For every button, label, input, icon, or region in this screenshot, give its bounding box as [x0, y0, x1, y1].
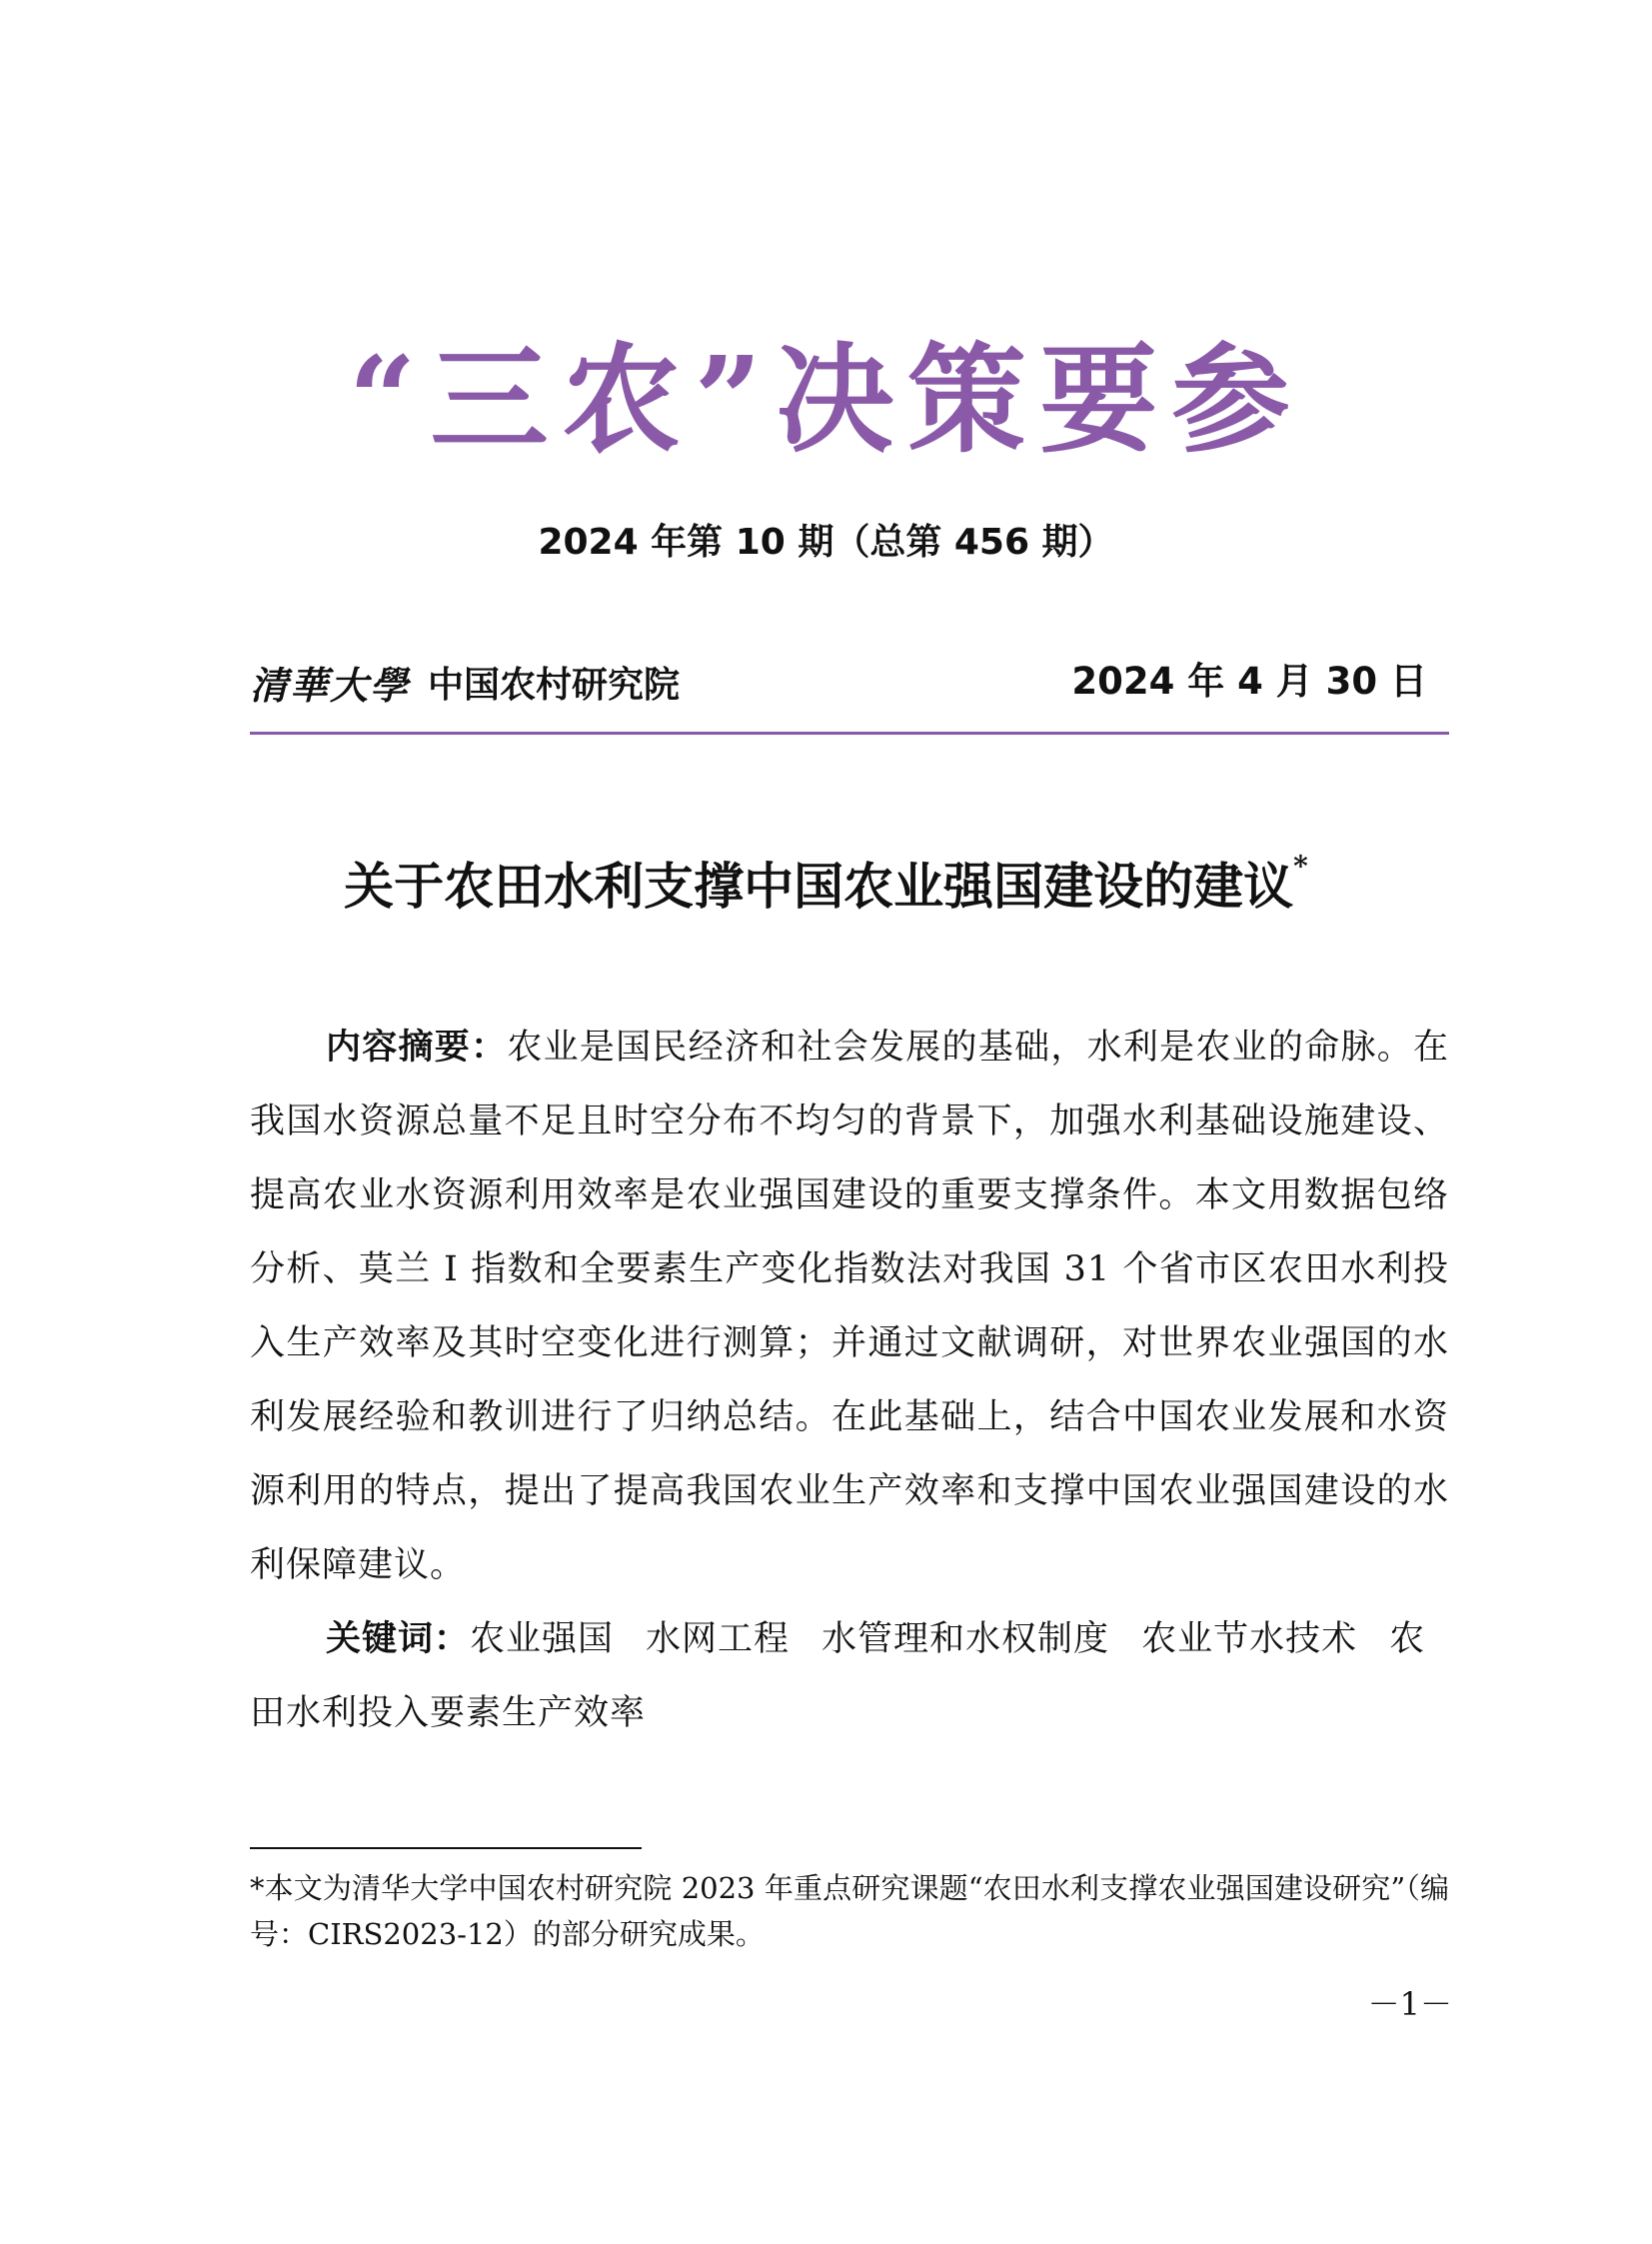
keywords — [250, 1602, 1449, 1750]
article-title — [0, 852, 1652, 922]
abstract — [250, 1011, 1449, 1602]
keyword-item: 农田水利投入要素生产效率 — [250, 1619, 1426, 1733]
publication-date: 2024 年 4 月 30 日 — [1071, 660, 1427, 703]
issue-line: 2024 年第 10 期（总第 456 期） — [538, 522, 1114, 563]
footnote-divider — [250, 1847, 642, 1849]
title-footnote-marker: * — [1293, 850, 1308, 883]
institute-header — [250, 654, 680, 710]
page-number: －1－ — [1367, 1985, 1452, 2023]
keyword-item: 农业强国 — [470, 1619, 615, 1659]
keyword-item: 水网工程 — [646, 1619, 791, 1659]
masthead-title: “三农”决策要参 — [348, 330, 1304, 469]
header-divider — [250, 732, 1449, 735]
institute-name: 中国农村研究院 — [428, 664, 681, 706]
keywords-label: 关键词： — [326, 1619, 471, 1659]
abstract-label: 内容摘要： — [326, 1028, 508, 1068]
footnote: *本文为清华大学中国农村研究院 2023 年重点研究课题“农田水利支撑农业强国建设研究”（编号：CIRS2023-12）的部分研究成果。 — [250, 1871, 1449, 1951]
article-title-text: 关于农田水利支撑中国农业强国建设的建议 — [344, 857, 1294, 916]
keyword-item: 水管理和水权制度 — [822, 1619, 1110, 1659]
keyword-item: 农业节水技术 — [1141, 1619, 1358, 1659]
abstract-text: 农业是国民经济和社会发展的基础，水利是农业的命脉。在我国水资源总量不足且时空分布不均匀的背景下，加强水利基础设施建设、提高农业水资源利用效率是农业强国建设的重要支撑条件。本文用数据包络分析、莫兰 I 指数和全要素生产变化指数法对我国 31 个省市区农田水利投入生产效率及其时空变化进行测算；并通过文献调研，对世界农业强国的水利发展经验和教训进行了归纳总结。在此基础上，结合中国农业发展和水资源利用的特点，提出了提高我国农业生产效率和支撑中国农业强国建设的水利保障建议。 — [250, 1028, 1449, 1585]
university-logo: 清華大學 — [250, 662, 411, 708]
